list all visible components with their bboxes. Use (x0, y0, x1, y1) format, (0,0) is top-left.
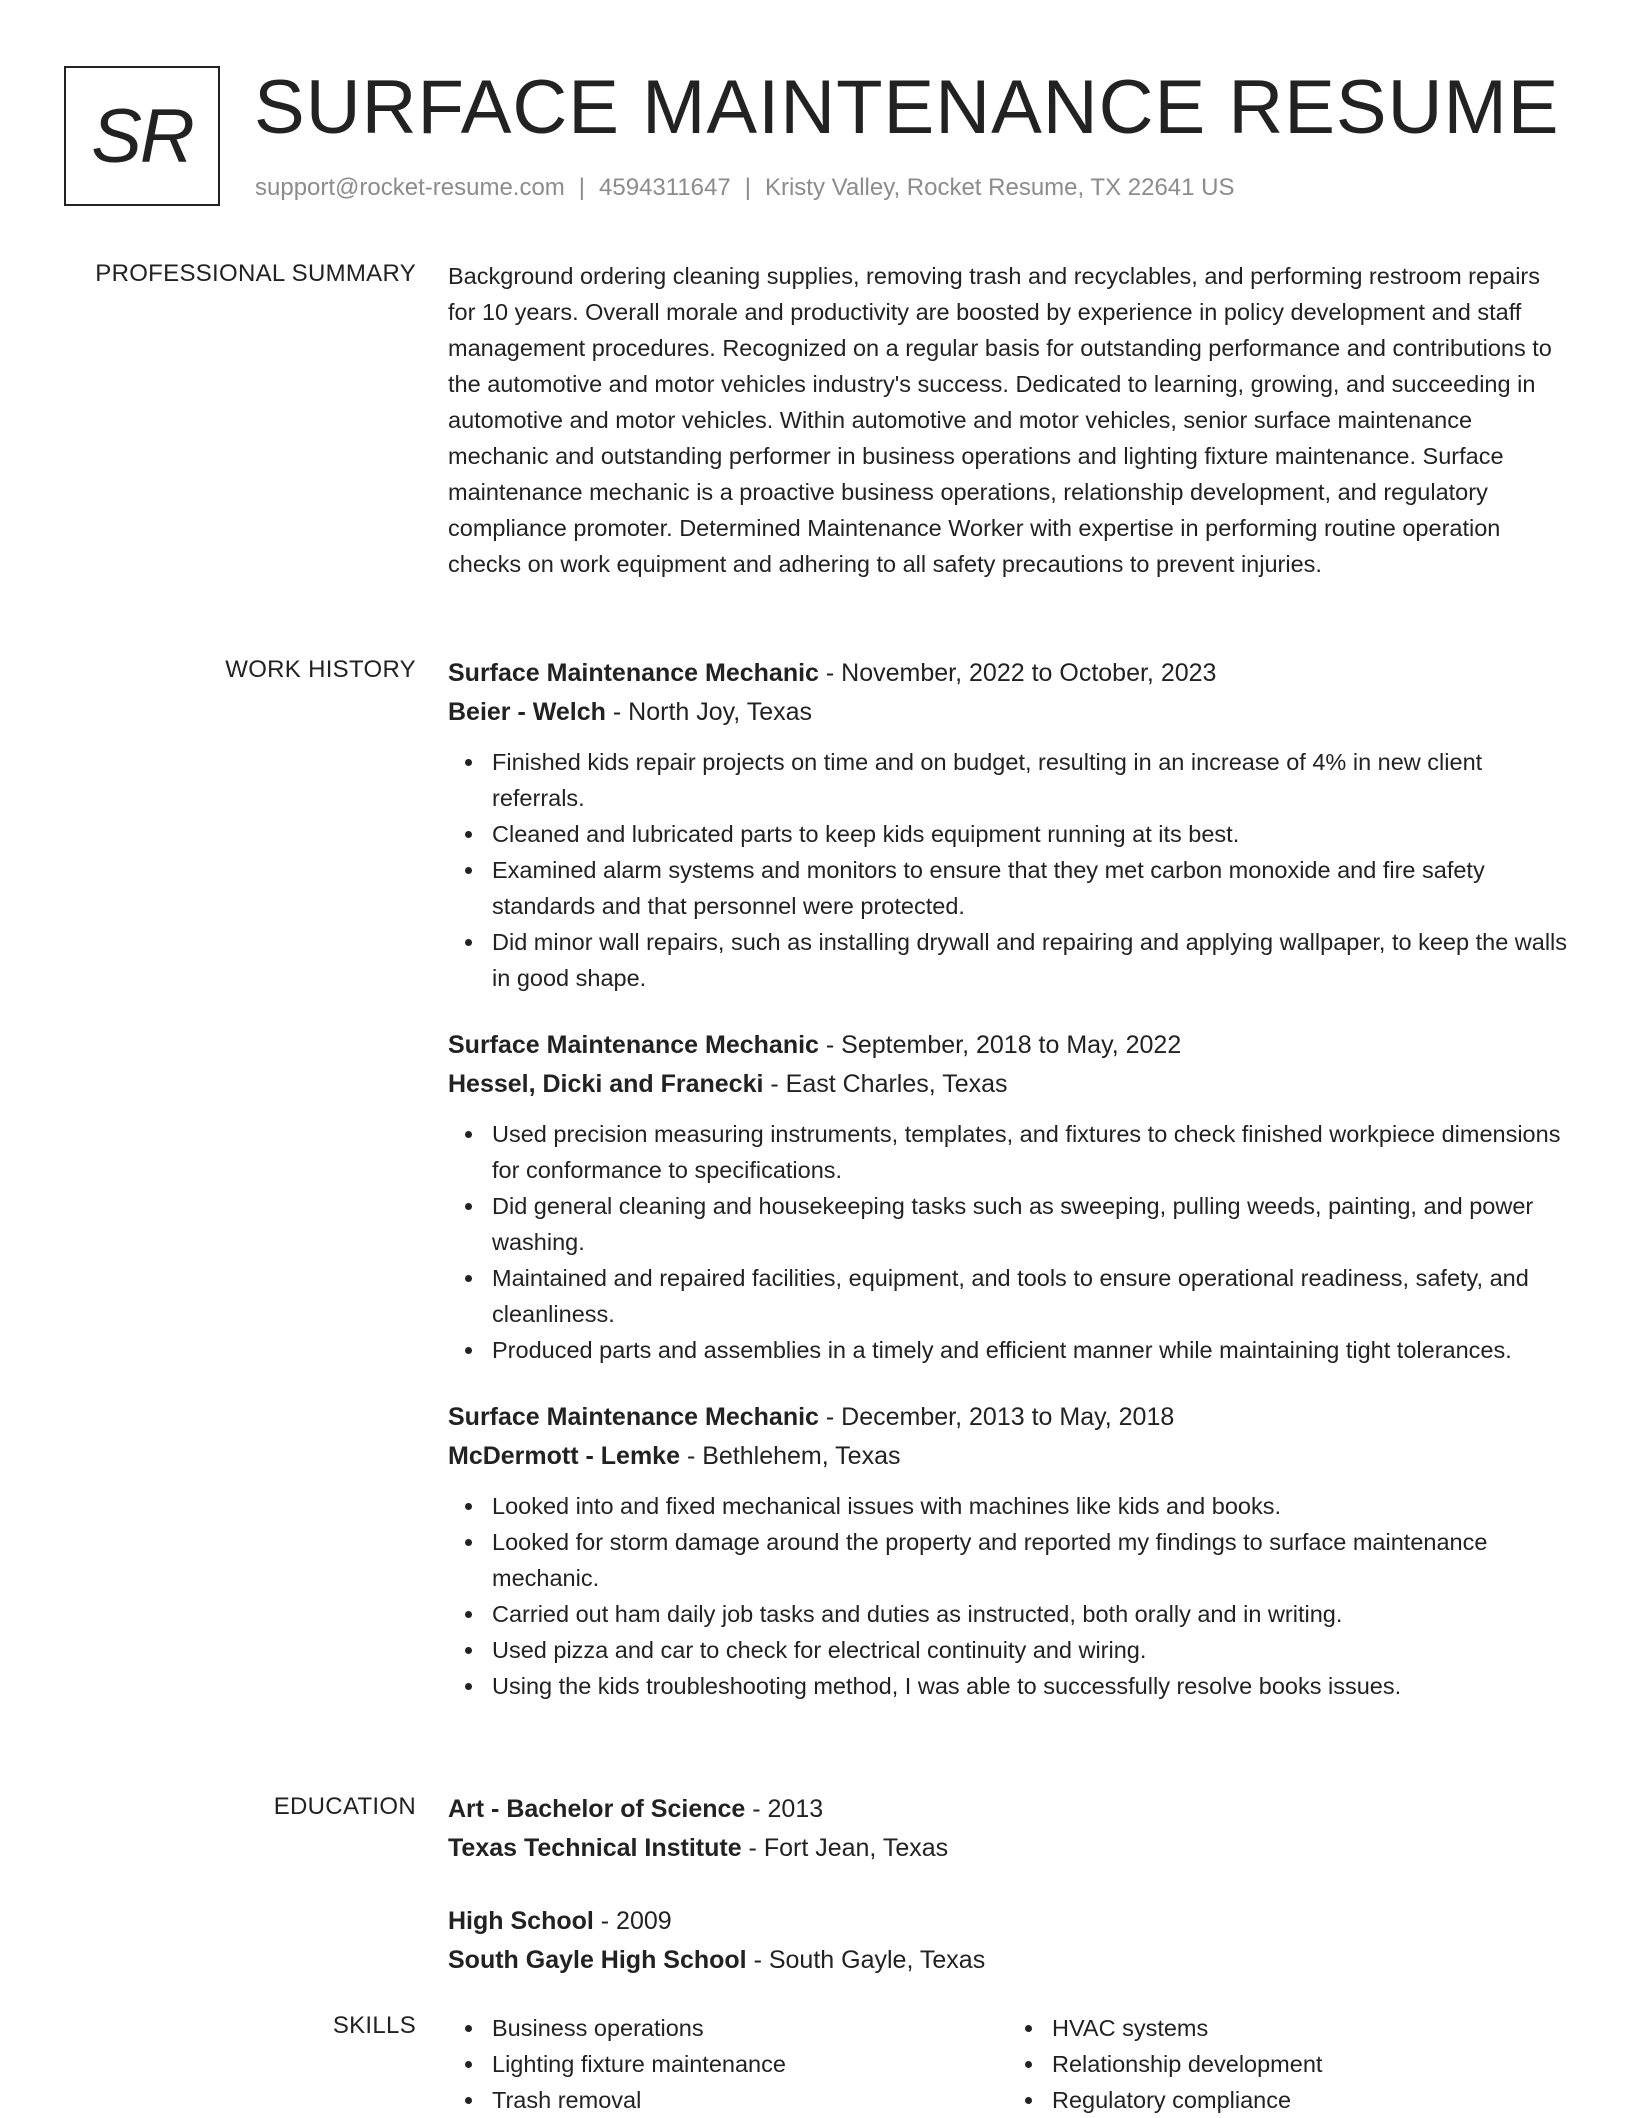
work-history-body (448, 654, 1568, 1734)
education-school-line (448, 1829, 1568, 1868)
job-title-line (448, 1398, 1568, 1437)
job-bullet: Maintained and repaired facilities, equipment, and tools to ensure operational readiness, safety, and cleanliness. (492, 1260, 1568, 1332)
education-degree: High School (448, 1907, 594, 1935)
skill-item: HVAC systems (1052, 2010, 1568, 2046)
job-bullets (448, 1488, 1568, 1704)
job-title-line (448, 654, 1568, 693)
education-school-line (448, 1941, 1568, 1980)
job-bullet: Did minor wall repairs, such as installing drywall and repairing and applying wallpaper, to keep the walls in good shape. (492, 924, 1568, 996)
job-bullet: Using the kids troubleshooting method, I was able to successfully resolve books issues. (492, 1668, 1568, 1704)
job-bullets (448, 744, 1568, 996)
job-bullet: Finished kids repair projects on time and on budget, resulting in an increase of 4% in new client referrals. (492, 744, 1568, 816)
job-location: - North Joy, Texas (605, 698, 813, 726)
skill-item: Trash removal (492, 2082, 1008, 2118)
job-bullet: Carried out ham daily job tasks and duties as instructed, both orally and in writing. (492, 1596, 1568, 1632)
education-school: Texas Technical Institute (448, 1834, 742, 1862)
job-entry (448, 1398, 1568, 1704)
job-title: Surface Maintenance Mechanic (448, 659, 819, 687)
contact-phone: 4594311647 (599, 174, 731, 201)
monogram-box (64, 66, 220, 206)
job-bullet: Used pizza and car to check for electrical continuity and wiring. (492, 1632, 1568, 1668)
job-company: Beier - Welch (448, 698, 606, 726)
job-dates: - September, 2018 to May, 2022 (818, 1031, 1182, 1059)
skills-column-right (1008, 2010, 1568, 2118)
contact-separator: | (744, 174, 751, 201)
education-year: - 2013 (745, 1795, 824, 1823)
skill-item: Regulatory compliance (1052, 2082, 1568, 2118)
job-company-line (448, 1437, 1568, 1476)
contact-email: support@rocket-resume.com (255, 174, 565, 201)
skill-item: Lighting fixture maintenance (492, 2046, 1008, 2082)
job-dates: - December, 2013 to May, 2018 (818, 1403, 1175, 1431)
contact-separator: | (578, 174, 586, 201)
section-label-education: EDUCATION (273, 1793, 416, 1820)
education-degree-line (448, 1790, 1568, 1829)
education-school: South Gayle High School (448, 1946, 747, 1974)
job-company: McDermott - Lemke (448, 1442, 680, 1470)
education-location: - South Gayle, Texas (746, 1946, 986, 1974)
job-location: - East Charles, Texas (763, 1070, 1008, 1098)
job-bullet: Cleaned and lubricated parts to keep kids equipment running at its best. (492, 816, 1568, 852)
job-title-line (448, 1026, 1568, 1065)
job-company: Hessel, Dicki and Franecki (448, 1070, 764, 1098)
education-entry (448, 1790, 1568, 1868)
skill-item: Business operations (492, 2010, 1008, 2046)
job-bullet: Did general cleaning and housekeeping tasks such as sweeping, pulling weeds, painting, and power washing. (492, 1188, 1568, 1260)
job-company-line (448, 693, 1568, 732)
job-bullet: Examined alarm systems and monitors to ensure that they met carbon monoxide and fire safety standards and that personnel were protected. (492, 852, 1568, 924)
job-entry (448, 1026, 1568, 1368)
job-location: - Bethlehem, Texas (680, 1442, 901, 1470)
education-entry (448, 1902, 1568, 1980)
section-label-work-history: WORK HISTORY (225, 656, 416, 683)
education-location: - Fort Jean, Texas (741, 1834, 949, 1862)
summary-body (448, 258, 1568, 582)
resume-title: SURFACE MAINTENANCE RESUME (254, 65, 1560, 150)
education-body (448, 1790, 1568, 2014)
job-bullet: Looked into and fixed mechanical issues with machines like kids and books. (492, 1488, 1568, 1524)
resume-header (64, 66, 1584, 216)
job-entry (448, 654, 1568, 996)
job-bullet: Used precision measuring instruments, templates, and fixtures to check finished workpiece dimensions for conformance to specifications. (492, 1116, 1568, 1188)
skills-grid (448, 2010, 1568, 2118)
job-bullets (448, 1116, 1568, 1368)
monogram-initials: SR (91, 93, 193, 179)
skills-body (448, 2010, 1568, 2118)
education-year: - 2009 (593, 1907, 672, 1935)
skills-column-left (448, 2010, 1008, 2118)
section-label-summary: PROFESSIONAL SUMMARY (95, 260, 416, 287)
job-bullet: Produced parts and assemblies in a timely and efficient manner while maintaining tight tolerances. (492, 1332, 1568, 1368)
skill-item: Relationship development (1052, 2046, 1568, 2082)
summary-text: Background ordering cleaning supplies, removing trash and recyclables, and performing restroom repairs for 10 years. Overall morale and productivity are boosted by experience in policy development and staff management procedures. Recognized on a regular basis for outstanding performance and contributions to the automotive and motor vehicles industry's success. Dedicated to learning, growing, and succeeding in automotive and motor vehicles. Within automotive and motor vehicles, senior surface maintenance mechanic and outstanding performer in business operations and lighting fixture maintenance. Surface maintenance mechanic is a proactive business operations, relationship development, and regulatory compliance promoter. Determined Maintenance Worker with expertise in performing routine operation checks on work equipment and adhering to all safety precautions to prevent injuries. (448, 263, 1552, 577)
job-bullet: Looked for storm damage around the property and reported my findings to surface maintenance mechanic. (492, 1524, 1568, 1596)
job-company-line (448, 1065, 1568, 1104)
contact-address: Kristy Valley, Rocket Resume, TX 22641 US (764, 174, 1235, 201)
job-dates: - November, 2022 to October, 2023 (818, 659, 1217, 687)
job-title: Surface Maintenance Mechanic (448, 1403, 819, 1431)
contact-line (255, 174, 1235, 202)
job-title: Surface Maintenance Mechanic (448, 1031, 819, 1059)
education-degree: Art - Bachelor of Science (448, 1795, 746, 1823)
education-degree-line (448, 1902, 1568, 1941)
section-label-skills: SKILLS (332, 2012, 416, 2039)
